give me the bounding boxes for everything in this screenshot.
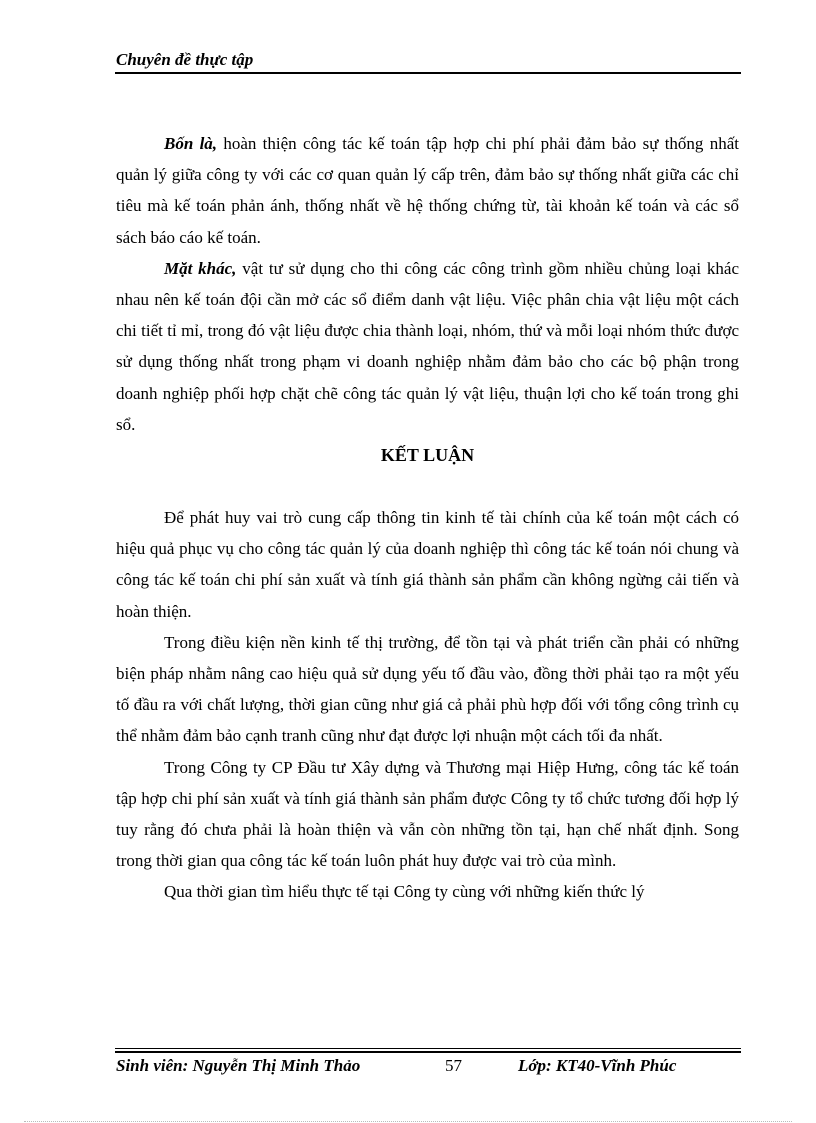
- footer-divider-thick: [115, 1051, 741, 1053]
- conclusion-paragraph: Qua thời gian tìm hiểu thực tế tại Công ty cùng với những kiến thức lý: [164, 882, 645, 902]
- header-title: Chuyên đề thực tập: [116, 50, 254, 69]
- paragraph-bon-la: [116, 128, 739, 253]
- paragraph-text: vật tư sử dụng cho thi công các công trình gồm nhiều chủng loại khác nhau nên kế toán đội cần mở các sổ điểm danh vật liệu. Việc phân chia vật liệu một cách chi tiết tỉ mỉ, trong đó vật liệu được chia thành loại, nhóm, thứ và mỗi loại nhóm thức được sử dụng thống nhất trong phạm vi doanh nghiệp nhằm đảm bảo cho các bộ phận trong doanh nghiệp phối hợp chặt chẽ công tác quản lý vật liệu, thuận lợi cho kế toán trong ghi sổ.: [116, 258, 740, 434]
- footer-class: Lớp: KT40-Vĩnh Phúc: [518, 1056, 677, 1075]
- paragraph-lead: Bốn là,: [164, 134, 218, 153]
- page-edge: [24, 1121, 792, 1122]
- paragraph-mat-khac: [116, 253, 739, 440]
- section-title: KẾT LUẬN: [380, 445, 475, 466]
- footer-divider-thin: [115, 1048, 741, 1049]
- page-number: 57: [445, 1056, 462, 1075]
- conclusion-paragraph: Trong điều kiện nền kinh tế thị trường, để tồn tại và phát triển cần phải có những biện pháp nhằm nâng cao hiệu quả sử dụng yếu tố đầu vào, đồng thời phải tạo ra một yếu tố đầu ra với chất lượng, thời gian cũng như giá cả phải phù hợp đối với tổng công trình cụ thể nhằm đảm bảo cạnh tranh cũng như đạt được lợi nhuận một cách tối đa nhất.: [116, 632, 739, 746]
- paragraph-lead: Mặt khác,: [164, 258, 237, 278]
- conclusion-paragraph: Trong Công ty CP Đầu tư Xây dựng và Thương mại Hiệp Hưng, công tác kế toán tập hợp chi phí sản xuất và tính giá thành sản phẩm được Công ty tổ chức tương đối hợp lý tuy rằng đó chưa phải là hoàn thiện và vẫn còn những tồn tại, hạn chế nhất định. Song trong thời gian qua công tác kế toán luôn phát huy được vai trò của mình.: [116, 757, 739, 871]
- conclusion-paragraph: Để phát huy vai trò cung cấp thông tin kinh tế tài chính của kế toán một cách có hiệu quả phục vụ cho công tác quản lý của doanh nghiệp thì công tác kế toán nói chung và công tác kế toán chi phí sản xuất và tính giá thành sản phẩm cần không ngừng cải tiến và hoàn thiện.: [116, 508, 739, 621]
- footer-student-name: Sinh viên: Nguyễn Thị Minh Thảo: [116, 1056, 361, 1075]
- document-body: [116, 128, 739, 908]
- header-divider: [115, 72, 741, 74]
- paragraph-text: hoàn thiện công tác kế toán tập hợp chi phí phải đảm bảo sự thống nhất quản lý giữa công ty với các cơ quan quản lý cấp trên, đảm bảo sự thống nhất giữa các chỉ tiêu mà kế toán phản ánh, thống nhất về hệ thống chứng từ, tài khoản kế toán và các sổ sách báo cáo kế toán.: [116, 134, 739, 247]
